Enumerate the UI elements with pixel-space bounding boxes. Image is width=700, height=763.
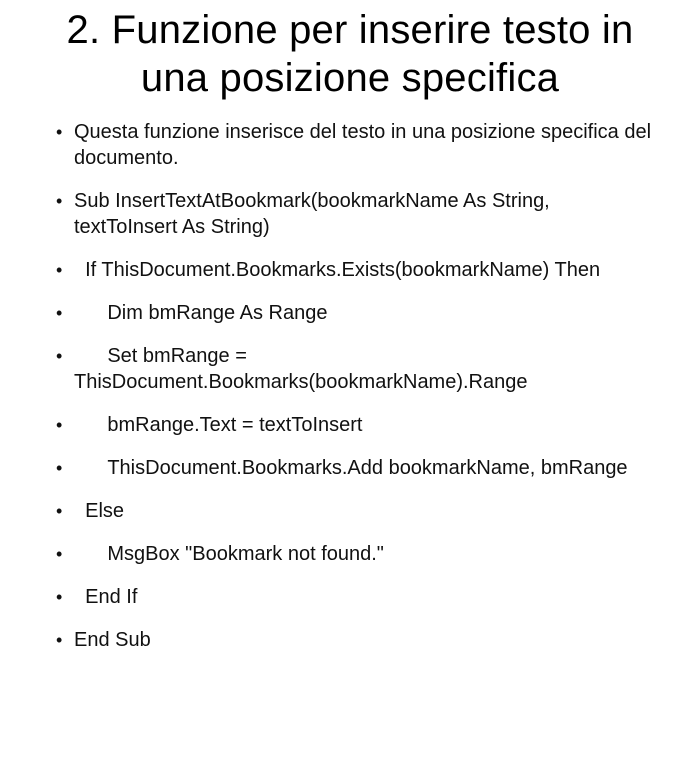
bullet-item bbox=[56, 300, 656, 326]
bullet-text: Questa funzione inserisce del testo in una posizione specifica del documento. bbox=[74, 121, 657, 169]
bullet-text: Set bmRange = ThisDocument.Bookmarks(bookmarkName).Range bbox=[74, 345, 528, 393]
bullet-item bbox=[56, 188, 656, 240]
bullet-item bbox=[56, 412, 656, 438]
bullet-item bbox=[56, 257, 656, 283]
bullet-text: bmRange.Text = textToInsert bbox=[74, 414, 363, 436]
bullet-item bbox=[56, 343, 656, 395]
bullet-text: End If bbox=[74, 586, 138, 608]
bullet-list bbox=[56, 119, 656, 653]
bullet-text: Else bbox=[74, 500, 125, 522]
bullet-item bbox=[56, 541, 656, 567]
bullet-text: If ThisDocument.Bookmarks.Exists(bookmarkName) Then bbox=[74, 259, 601, 281]
bullet-text: MsgBox "Bookmark not found." bbox=[74, 543, 384, 565]
bullet-text: End Sub bbox=[74, 629, 151, 651]
slide-title: 2. Funzione per inserire testo in una posizione specifica bbox=[66, 8, 634, 100]
bullet-item bbox=[56, 455, 656, 481]
bullet-item bbox=[56, 119, 656, 171]
bullet-text: Sub InsertTextAtBookmark(bookmarkName As String, textToInsert As String) bbox=[74, 190, 556, 238]
bullet-text: ThisDocument.Bookmarks.Add bookmarkName, bmRange bbox=[74, 457, 628, 479]
bullet-item bbox=[56, 627, 656, 653]
bullet-item bbox=[56, 584, 656, 610]
bullet-item bbox=[56, 498, 656, 524]
bullet-text: Dim bmRange As Range bbox=[74, 302, 328, 324]
